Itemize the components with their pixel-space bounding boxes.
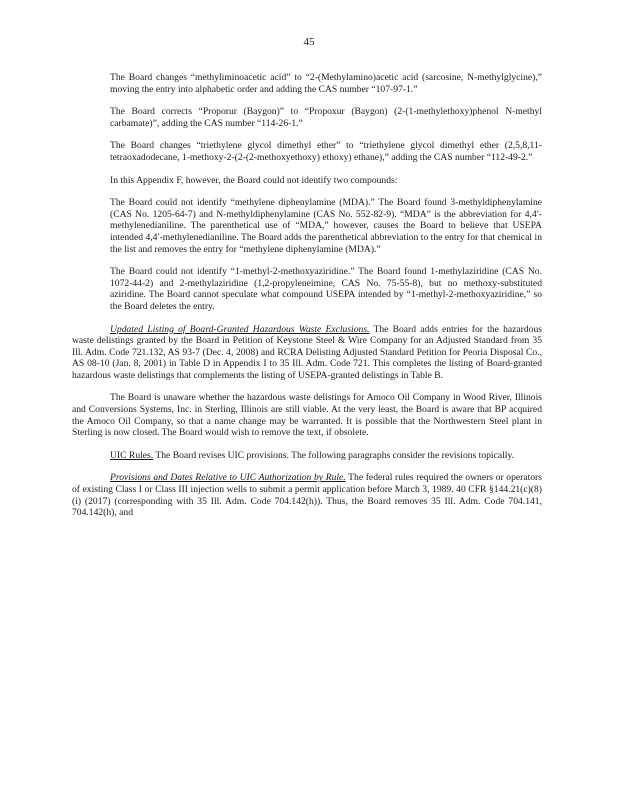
delistings-heading: Updated Listing of Board-Granted Hazardous Waste Exclusions. (110, 323, 370, 335)
uic-rules-heading: UIC Rules. (110, 449, 154, 461)
paragraph-propoxur: The Board corrects “Proporur (Baygon)” to “Propoxur (Baygon) (2-(1-methylethoxy)phenol N-methyl carbamate)”, adding the CAS number “114-26-1.” (110, 106, 542, 129)
delistings-body: The Board adds entries for the hazardous waste delistings granted by the Board in Petition of Keystone Steel & Wire Company for an Adjusted Standard from 35 Ill. Adm. Code 721.132, AS 93-7 (Dec. 4, 2008) and RCRA Delisting Adjusted Standard Petition for Peoria Disposal Co., AS 08-10 (Jan. 8, 2001) in Table D in Appendix I to 35 Ill. Adm. Code 721. This completes the listing of Board-granted hazardous waste delistings that complements the listing of USEPA-granted delistings in Table B. (72, 323, 542, 381)
paragraph-mda: The Board could not identify “methylene diphenylamine (MDA).” The Board found 3-methyldiphenylamine (CAS No. 1205-64-7) and N-methyldiphenylamine (CAS No. 552-82-9). “MDA” is the abbreviation for 4,4′-methylenedianiline. The parenthetical use of “MDA,” however, causes the Board to believe that USEPA intended 4,4′-methylenedianiline. The Board adds the parenthetical abbreviation to the entry for that chemical in the list and removes the entry for “methylene diphenylamine (MDA).” (110, 197, 542, 255)
paragraph-amoco: The Board is unaware whether the hazardous waste delistings for Amoco Oil Company in Wood River, Illinois and Conversions Systems, Inc. in Sterling, Illinois are still viable. At the very least, the Board is aware that BP acquired the Amoco Oil Company, so that a name change may be warranted. It is possible that the Northwestern Steel plant in Sterling is now closed. The Board would wish to remove the text, if obsolete. (72, 392, 542, 439)
paragraph-uic-rules (72, 450, 542, 462)
paragraph-sarcosine: The Board changes “methyliminoacetic acid” to “2-(Methylamino)acetic acid (sarcosine, N-methylglycine),” moving the entry into alphabetic order and adding the CAS number “107-97-1.” (110, 72, 542, 95)
page-number: 45 (303, 36, 315, 48)
paragraph-aziridine: The Board could not identify “1-methyl-2-methoxyaziridine.” The Board found 1-methylaziridine (CAS No. 1072-44-2) and 2-methylaziridine (1,2-propyleneimine, CAS No. 75-55-8), but no methoxy-substituted aziridine. The Board cannot speculate what compound USEPA intended by “1-methyl-2-methoxyaziridine,” so the Board deletes the entry. (110, 266, 542, 312)
uic-rules-body: The Board revises UIC provisions. The following paragraphs consider the revisions topically. (153, 449, 515, 461)
document-body (72, 72, 542, 530)
paragraph-appendix-f: In this Appendix F, however, the Board could not identify two compounds: (110, 174, 398, 186)
paragraph-triethylene-glycol: The Board changes “triethylene glycol dimethyl ether” to “triethylene glycol dimethyl ether (2,5,8,11-tetraoxadodecane, 1-methoxy-2-(2-(2-methoxyethoxy) ethoxy) ethane),” adding the CAS number “112-49-2.” (110, 140, 542, 163)
paragraph-uic-authorization (72, 472, 542, 518)
paragraph-delistings (72, 324, 542, 382)
uic-authorization-heading: Provisions and Dates Relative to UIC Authorization by Rule. (110, 472, 346, 484)
uic-authorization-body: The federal rules required the owners or operators of existing Class I or Class III injection wells to submit a permit application before March 3, 1989. 40 CFR §144.21(c)(8)(i) (2017) (corresponding with 35 Ill. Adm. Code 704.142(h)). Thus, the Board removes 35 Ill. Adm. Code 704.141, 704.142(h), and (72, 472, 542, 519)
